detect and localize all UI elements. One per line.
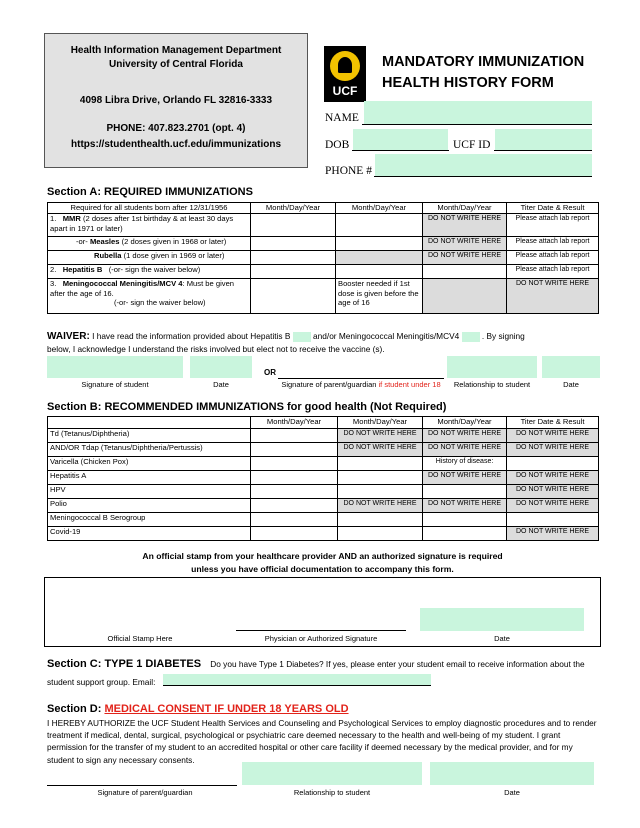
menb-date-2[interactable] <box>338 513 423 527</box>
menb-date-1[interactable] <box>251 513 338 527</box>
measles-date-1[interactable] <box>251 237 336 251</box>
waiver-parent-date[interactable] <box>542 356 600 378</box>
diabetes-email-input[interactable] <box>163 674 431 686</box>
phone-field-highlight <box>375 154 592 176</box>
recommended-immunizations-table: Month/Day/Year Month/Day/Year Month/Day/Year Titer Date & Result Td (Tetanus/Diphtheria) DO NOT WRITE HERE DO NOT WRITE HERE DO NOT WRITE HERE AND/OR Tdap (Tetanus/Diphtheria/Pertussis) DO NOT WRITE HERE DO NOT WRITE HERE DO NOT WRITE HERE Varicella (Chicken Pox) History of disease: Hepatitis A DO NOT WRITE HERE DO NOT WRITE HERE HPV DO NOT WRITE HERE Polio DO NOT WRITE HERE DO NOT WRITE HERE DO NOT WRITE HERE Meningococcal B Serogroup Covid-19 DO NOT WRITE HERE <box>47 416 599 541</box>
waiver-relationship[interactable] <box>447 356 537 378</box>
dept-name: Health Information Management Department <box>70 45 282 56</box>
covid-date-1[interactable] <box>251 527 338 541</box>
consent-date-input[interactable] <box>430 762 594 785</box>
tdap-date-1[interactable] <box>251 443 338 457</box>
name-label: NAME <box>325 112 359 124</box>
hepb-date-3[interactable] <box>423 265 507 279</box>
phone-label: PHONE # <box>325 165 372 177</box>
phone: PHONE: 407.823.2701 (opt. 4) <box>106 123 246 134</box>
waiver-text: WAIVER: I have read the information provided about Hepatitis B and/or Meningococcal Meningitis/MCV4 . By signing below, I acknowledge I understand the risks involved but elect not to receive the vaccine (s). <box>47 331 525 354</box>
medical-consent-text: I HEREBY AUTHORIZE the UCF Student Health Services and Counseling and Psychological Services to employ diagnostic procedures and to render treatment if medical, dental, surgical, psychological or psychiatric care deemed necessary to the health and well-being of my student. I grant permission for the transfer of my student to an accredited hospital or other care facility if deemed necessary by the medical provider, and for my student to sign any necessary consents. <box>47 718 597 765</box>
waiver-student-signature[interactable] <box>47 356 183 378</box>
hepa-date-1[interactable] <box>251 471 338 485</box>
website-link[interactable]: https://studenthealth.ucf.edu/immunizations <box>71 139 281 150</box>
university-name: University of Central Florida <box>109 59 243 70</box>
address: 4098 Libra Drive, Orlando FL 32816-3333 <box>79 95 273 106</box>
hpv-date-1[interactable] <box>251 485 338 499</box>
mcv4-date-1[interactable] <box>251 279 336 314</box>
section-b-title: Section B: RECOMMENDED IMMUNIZATIONS for good health (Not Required) <box>47 401 447 413</box>
stamp-date-input[interactable] <box>420 608 584 631</box>
table-row: Meningococcal B Serogroup <box>48 513 599 527</box>
pegasus-icon <box>330 51 360 81</box>
hepb-date-1[interactable] <box>251 265 336 279</box>
required-immunizations-table: Required for all students born after 12/31/1956 Month/Day/Year Month/Day/Year Month/Day/Year Titer Date & Result 1. MMR (2 doses after 1st birthday & at least 30 days apart in 1971 or later) DO NOT WRITE HERE Please attach lab report -or- Measles (2 doses given in 1968 or later) DO NOT WRITE HERE Please attach lab report Rubella (1 dose given in 1969 or later) DO NOT WRITE HERE Please attach lab report 2. Hepatitis B (-or- sign the waiver below) Please attach lab report 3. Meningococcal Meningitis/MCV 4: Must be given after the age of 16. (-or- sign the waiver below) Booster needed if 1st dose is given before the age of 16 DO NOT WRITE HERE <box>47 202 599 314</box>
mmr-date-1[interactable] <box>251 214 336 237</box>
waiver-parent-signature[interactable] <box>278 378 444 379</box>
hepa-date-2[interactable] <box>338 471 423 485</box>
table-row: 3. Meningococcal Meningitis/MCV 4: Must be given after the age of 16. (-or- sign the waiver below) Booster needed if 1st dose is given before the age of 16 DO NOT WRITE HERE <box>48 279 599 314</box>
polio-date-1[interactable] <box>251 499 338 513</box>
stamp-note: An official stamp from your healthcare provider AND an authorized signature is required unless you have official documentation to accompany this form. <box>142 551 503 574</box>
menb-titer[interactable] <box>507 513 599 527</box>
varicella-titer[interactable] <box>507 457 599 471</box>
varicella-date-2[interactable] <box>338 457 423 471</box>
ucf-logo: UCF <box>324 46 366 102</box>
waiver-student-date[interactable] <box>190 356 252 378</box>
measles-date-2[interactable] <box>336 237 423 251</box>
covid-date-2[interactable] <box>338 527 423 541</box>
table-row: Rubella (1 dose given in 1969 or later) DO NOT WRITE HERE Please attach lab report <box>48 251 599 265</box>
table-row: HPV DO NOT WRITE HERE <box>48 485 599 499</box>
td-date-1[interactable] <box>251 429 338 443</box>
menb-date-3[interactable] <box>423 513 507 527</box>
dob-input[interactable] <box>352 150 449 151</box>
section-d-title: Section D: MEDICAL CONSENT IF UNDER 18 YEARS OLD <box>47 703 349 715</box>
name-input[interactable] <box>362 124 592 125</box>
table-row: Varicella (Chicken Pox) History of disease: <box>48 457 599 471</box>
table-row: 2. Hepatitis B (-or- sign the waiver below) Please attach lab report <box>48 265 599 279</box>
dob-label: DOB <box>325 139 350 151</box>
ucfid-field-highlight <box>495 129 592 150</box>
hepb-waiver-initial[interactable] <box>293 332 311 342</box>
header-address-box <box>44 33 308 168</box>
dob-field-highlight <box>353 129 448 150</box>
table-row: -or- Measles (2 doses given in 1968 or later) DO NOT WRITE HERE Please attach lab report <box>48 237 599 251</box>
section-c: Section C: TYPE 1 DIABETES Do you have Type 1 Diabetes? If yes, please enter your student email to receive information about the <box>47 658 585 670</box>
section-a-title: Section A: REQUIRED IMMUNIZATIONS <box>47 186 253 198</box>
consent-parent-signature[interactable] <box>47 785 237 786</box>
table-row: AND/OR Tdap (Tetanus/Diphtheria/Pertussis) DO NOT WRITE HERE DO NOT WRITE HERE DO NOT WRITE HERE <box>48 443 599 457</box>
table-row: Covid-19 DO NOT WRITE HERE <box>48 527 599 541</box>
covid-date-3[interactable] <box>423 527 507 541</box>
form-title-line1: MANDATORY IMMUNIZATION <box>382 54 585 70</box>
mmr-date-2[interactable] <box>336 214 423 237</box>
mcv4-waiver-initial[interactable] <box>462 332 480 342</box>
table-row: Td (Tetanus/Diphtheria) DO NOT WRITE HERE DO NOT WRITE HERE DO NOT WRITE HERE <box>48 429 599 443</box>
form-title-line2: HEALTH HISTORY FORM <box>382 75 554 91</box>
consent-relationship-input[interactable] <box>242 762 422 785</box>
table-row: Polio DO NOT WRITE HERE DO NOT WRITE HERE DO NOT WRITE HERE <box>48 499 599 513</box>
hpv-date-2[interactable] <box>338 485 423 499</box>
table-row: Hepatitis A DO NOT WRITE HERE DO NOT WRITE HERE <box>48 471 599 485</box>
rubella-date-1[interactable] <box>251 251 336 265</box>
table-row: 1. MMR (2 doses after 1st birthday & at least 30 days apart in 1971 or later) DO NOT WRITE HERE Please attach lab report <box>48 214 599 237</box>
hpv-date-3[interactable] <box>423 485 507 499</box>
ucfid-label: UCF ID <box>453 139 491 151</box>
hepb-date-2[interactable] <box>336 265 423 279</box>
physician-signature-input[interactable] <box>236 630 406 631</box>
varicella-date-1[interactable] <box>251 457 338 471</box>
phone-input[interactable] <box>374 176 592 177</box>
name-field-highlight <box>364 101 592 125</box>
ucfid-input[interactable] <box>494 150 592 151</box>
